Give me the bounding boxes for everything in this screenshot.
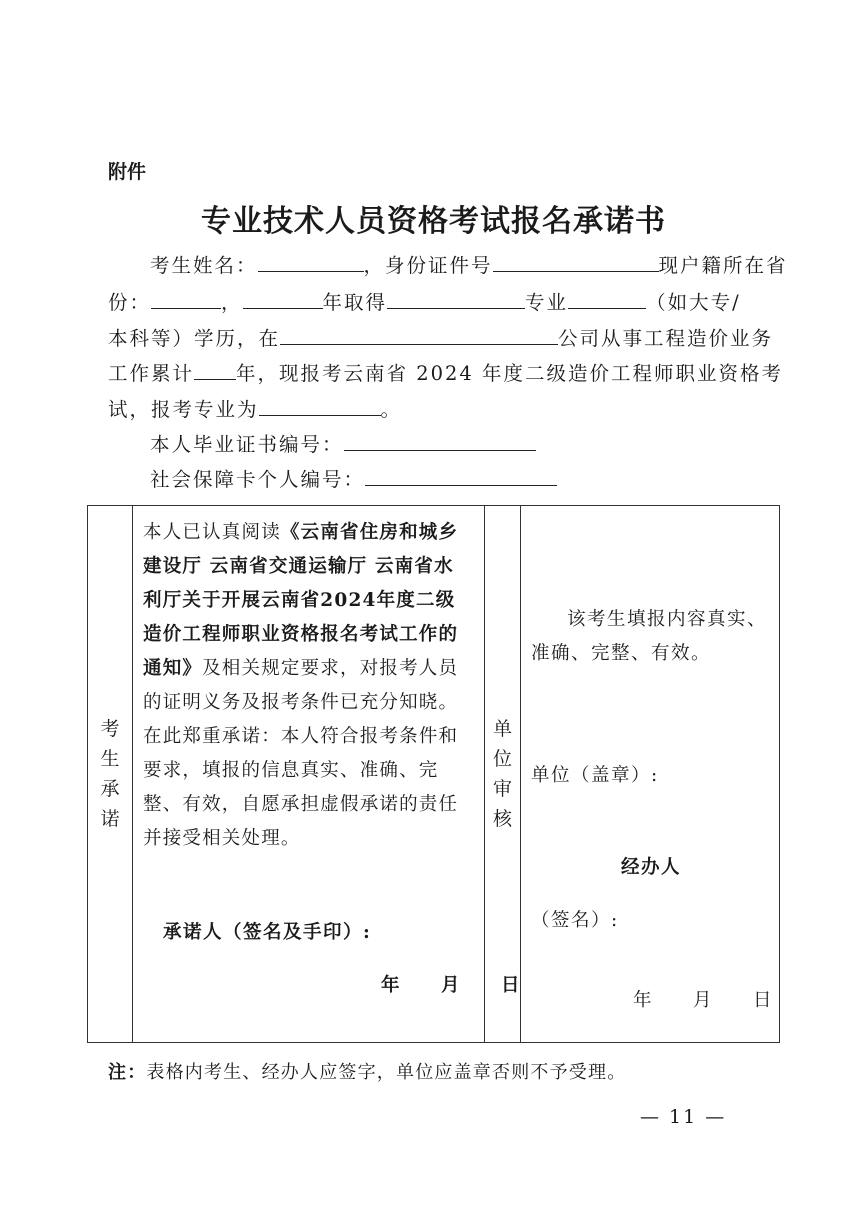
review-line-1: 该考生填报内容真实、 [567,609,768,630]
diploma-blank[interactable] [344,432,536,451]
footnote [108,1058,626,1084]
comma: ， [221,291,243,314]
review-date: 年 月 日 [633,990,774,1011]
company-label: 公司从事工程造价业务 [558,327,774,350]
degree-hint: （如大专/ [646,291,741,314]
name-label: 考生姓名： [150,254,258,277]
province-blank[interactable] [151,290,221,309]
pledge-table [87,505,780,1043]
social-security-blank[interactable] [365,467,557,486]
page-number: — 11 — [640,1106,727,1128]
form-line-5 [108,394,402,422]
unit-review-header [485,506,521,1043]
form-line-7 [150,464,557,492]
pledge-rest: 及相关规定要求，对报考人员的证明义务及报考条件已充分知晓。在此郑重承诺：本人符合报考条件和要求，填报的信息真实、准确、完整、有效，自愿承担虚假承诺的责任并接受相关处理。 [143,658,459,849]
review-cell [521,506,780,1043]
name-blank[interactable] [258,253,364,272]
degree-label: 本科等）学历，在 [108,327,281,350]
province-suffix: 份： [108,291,152,314]
province-label: 现户籍所在省 [658,254,788,277]
note-text: 表格内考生、经办人应签字，单位应盖章否则不予受理。 [146,1062,627,1083]
major-label: 专业 [525,291,569,314]
degree-blank[interactable] [568,290,646,309]
document-title: 专业技术人员资格考试报名承诺书 [201,204,666,239]
id-label: ，身份证件号 [363,254,493,277]
form-line-1 [150,250,788,278]
signature-label: （签名）: [531,910,619,931]
note-label: 注： [108,1062,147,1083]
major-blank[interactable] [387,290,525,309]
pledge-intro: 本人已认真阅读 [143,522,281,543]
unit-seal-label: 单位（盖章）: [531,765,659,786]
period: 。 [380,398,403,421]
handler-label: 经办人 [621,857,682,878]
promisor-label: 承诺人（签名及手印）: [163,922,372,943]
exam-major-label: 试，报考专业为 [108,398,259,421]
attachment-label: 附件 [108,161,147,183]
pledge-text [143,516,473,856]
diploma-label: 本人毕业证书编号： [150,433,344,456]
work-years-label: 工作累计 [108,362,195,385]
year-obtained-label: 年取得 [322,291,388,314]
pledge-date: 年 月 日 [381,975,522,996]
form-line-4 [108,358,783,386]
year-blank[interactable] [243,290,323,309]
company-blank[interactable] [280,326,558,345]
review-line-2: 准确、完整、有效。 [531,643,712,664]
form-line-6 [150,429,536,457]
social-security-label: 社会保障卡个人编号： [150,468,366,491]
form-line-3 [108,323,773,351]
id-blank[interactable] [493,253,659,272]
work-years-blank[interactable] [194,361,236,380]
candidate-pledge-header [88,506,133,1043]
unit-review-header-text: 单位审核 [492,718,512,830]
exam-text: 年，现报考云南省 2024 年度二级造价工程师职业资格考 [236,362,784,385]
candidate-pledge-header-text: 考生承诺 [100,718,120,830]
exam-major-blank[interactable] [259,397,381,416]
form-line-2 [108,287,741,315]
notice-title: 《云南省住房和城乡建设厅 云南省交通运输厅 云南省水利厅关于开展云南省2024年度二级造价工程师职业资格报名考试工作的通知》 [143,522,459,679]
